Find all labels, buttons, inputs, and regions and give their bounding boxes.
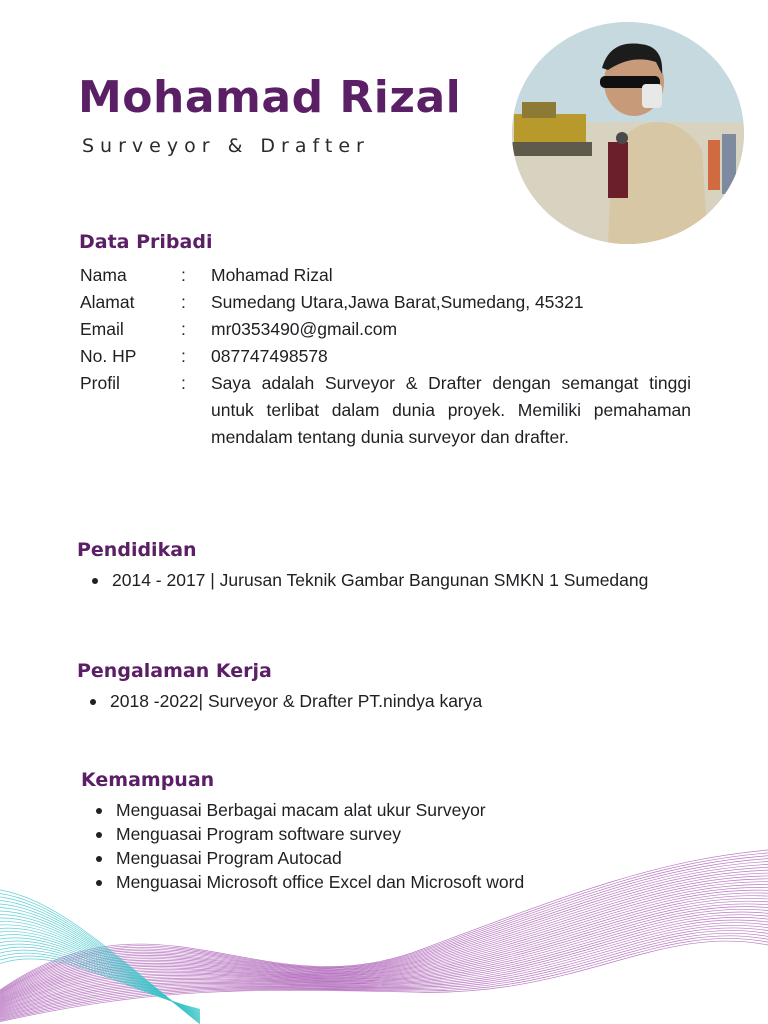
list-item: 2014 - 2017 | Jurusan Teknik Gambar Bangunan SMKN 1 Sumedang [90,568,648,592]
education-title: Pendidikan [77,539,197,561]
info-label: Nama [80,265,127,285]
info-label: Alamat [80,292,135,312]
info-separator: : [181,346,186,366]
list-item: Menguasai Microsoft office Excel dan Microsoft word [94,870,524,894]
info-label: No. HP [80,346,137,366]
info-separator: : [181,373,186,393]
info-label: Profil [80,373,120,393]
info-label: Email [80,319,124,339]
list-item: 2018 -2022| Surveyor & Drafter PT.nindya karya [88,689,482,713]
experience-list [88,689,482,713]
resume-role: Surveyor & Drafter [82,135,370,157]
list-item: Menguasai Program software survey [94,822,524,846]
info-value: Sumedang Utara,Jawa Barat,Sumedang, 45321 [211,292,584,312]
info-separator: : [181,265,186,285]
skills-title: Kemampuan [81,769,215,791]
info-value: Mohamad Rizal [211,265,333,285]
wave-line [0,933,768,1019]
list-item: Menguasai Berbagai macam alat ukur Surveyor [94,798,524,822]
info-separator: : [181,292,186,312]
list-item: Menguasai Program Autocad [94,846,524,870]
profile-summary: Saya adalah Surveyor & Drafter dengan semangat tinggi untuk terlibat dalam dunia proyek. Memiliki pemahaman mendalam tentang dunia surveyor dan drafter. [211,373,691,447]
education-list [90,568,648,592]
info-separator: : [181,319,186,339]
email-value: mr0353490@gmail.com [211,319,398,339]
profile-photo-illustration [512,22,744,244]
experience-title: Pengalaman Kerja [77,660,272,682]
profile-photo [512,22,744,244]
personal-data-title: Data Pribadi [79,231,213,253]
decorative-waves [0,840,768,1024]
resume-name: Mohamad Rizal [78,72,462,123]
phone-value: 087747498578 [211,346,328,366]
